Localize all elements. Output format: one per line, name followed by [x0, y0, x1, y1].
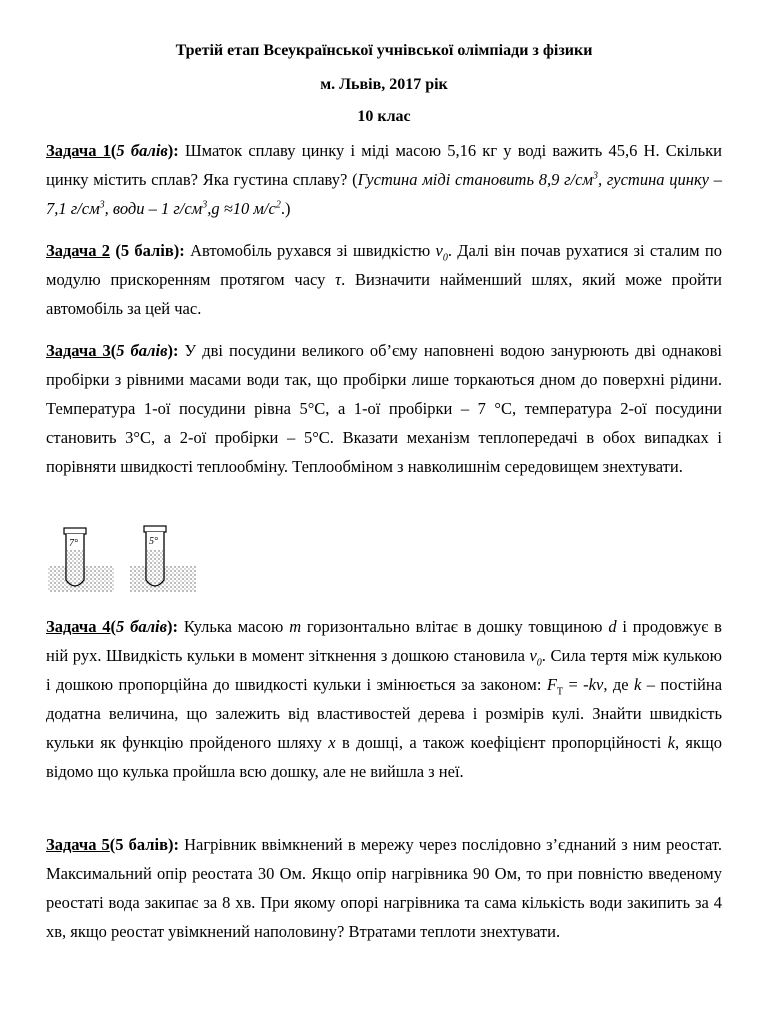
var-v: v [529, 646, 537, 665]
test-tubes-illustration [46, 522, 198, 596]
sup-3: 3 [592, 170, 598, 182]
task-1-points: 5 балів [116, 141, 168, 160]
task-4 [46, 612, 722, 786]
given-zinc: , густина цинку –7,1 г/см [46, 170, 722, 218]
title-line: Третій етап Всеукраїнської учнівської олімпіади з фізики [175, 42, 593, 59]
var-kv: kv [588, 675, 604, 694]
task-2 [46, 236, 722, 323]
var-d: d [608, 617, 617, 636]
task-4-text: в дошці, а також коефіцієнт пропорційності [335, 733, 668, 752]
task-3-text: У дві посудини великого об’єму наповнені водою занурюють дві однакові пробірки з рівними масами води так, що пробірки лише торкаються дном до поверхні рідини. Температура 1-ої посудини рівна 5°С, а 1-ої пробірки – 7 °С, температура 2-ої посудини становить 3°С, а 2-ої пробірки – 5°С. Вказати механізм теплопередачі в обох випадках і порівняти швидкості теплообміну. Теплообміном з навколишнім середовищем знехтувати. [46, 341, 723, 476]
task-2-text: . Визначити найменший шлях, який може пройти автомобіль за цей час. [46, 270, 722, 318]
sup-3: 3 [99, 199, 105, 211]
test-tube-2 [144, 526, 166, 586]
task-5-points: (5 балів): [109, 835, 180, 854]
task-4-title [46, 617, 178, 636]
task-4-paren-open: ( [110, 617, 117, 636]
tube-2-label: 5° [149, 536, 158, 547]
var-k: k [634, 675, 642, 694]
task-1 [46, 136, 722, 223]
test-tubes-figure [46, 522, 198, 601]
var-F: F [546, 675, 557, 694]
task-3-points: 5 балів [116, 341, 168, 360]
sup-2: 2 [275, 199, 281, 211]
task-5-text: Нагрівник ввімкнений в мережу через послідовно з’єднаний з ним реостат. Максимальний опір реостата 30 Ом. Якщо опір нагрівника 90 Ом, то при повністю введеному реостаті вода закипає за 8 хв. При якому опорі нагрівника та сама кількість води закипить за 4 хв, якщо реостат увімкнений наполовину? Втратами теплоти знехтувати. [46, 835, 722, 941]
sub-0: 0 [536, 657, 542, 669]
given-g: ,g ≈10 м/с [207, 199, 276, 218]
task-4-text: , де [603, 675, 635, 694]
var-m: m [289, 617, 302, 636]
task-2-points: (5 балів): [110, 241, 185, 260]
sub-0: 0 [442, 252, 448, 264]
task-4-text: і продовжує в ній рух. Швидкість кульки в момент зіткнення з дошкою становила [46, 617, 722, 665]
task-2-title [46, 241, 185, 260]
task-1-title [46, 141, 179, 160]
var-x: x [328, 733, 336, 752]
task-3-paren-close: ): [167, 341, 179, 360]
task-3-title [46, 341, 178, 360]
tube-1-label: 7° [69, 538, 78, 549]
task-1-name: Задача 1 [46, 141, 111, 160]
var-tau: τ [335, 270, 342, 289]
test-tube-1 [64, 528, 86, 586]
task-5 [46, 830, 722, 946]
task-2-text: . Далі він почав рухатися зі сталим по модулю прискоренням протягом часу [46, 241, 722, 289]
task-5-name: Задача 5 [46, 835, 110, 854]
task-3-name: Задача 3 [46, 341, 111, 360]
task-4-text: . Сила тертя між кулькою і дошкою пропорційна до швидкості кульки і змінюється за законом: [46, 646, 722, 694]
task-1-paren-close: ): [167, 141, 179, 160]
task-4-text: Кулька масою [178, 617, 290, 636]
task-4-text: , якщо відомо що кулька пройшла всю дошку, але не вийшла з неї. [46, 733, 722, 781]
task-4-paren-close: ): [167, 617, 179, 636]
subtitle-line: м. Львів, 2017 рік [320, 76, 448, 93]
task-2-name: Задача 2 [46, 241, 111, 260]
task-4-points: 5 балів [116, 617, 168, 636]
var-v: v [435, 241, 443, 260]
given-end: .) [280, 199, 291, 218]
given-water: , води – 1 г/см [104, 199, 203, 218]
task-3-paren-open: ( [110, 341, 117, 360]
task-2-text: Автомобіль рухався зі швидкістю [184, 241, 436, 260]
task-1-paren-open: ( [110, 141, 117, 160]
task-5-title [46, 835, 179, 854]
task-1-text: Шматок сплаву цинку і міді масою 5,16 кг у воді важить 45,6 Н. Скільки цинку містить сплав? Яка густина сплаву? ( [46, 141, 723, 189]
task-3 [46, 336, 722, 481]
task-4-name: Задача 4 [46, 617, 111, 636]
formula-eq: = - [563, 675, 589, 694]
sup-3: 3 [202, 199, 208, 211]
given-copper: Густина міді становить 8,9 г/см [357, 170, 593, 189]
var-k: k [667, 733, 675, 752]
task-4-text: горизонтально влітає в дошку товщиною [301, 617, 609, 636]
task-4-text: – постійна додатна величина, що залежить від властивостей дерева і розмірів кулі. Знайти швидкість кульки як функцію пройденого шляху [46, 675, 723, 752]
grade-line: 10 клас [357, 108, 411, 125]
sub-T: T [556, 686, 564, 698]
